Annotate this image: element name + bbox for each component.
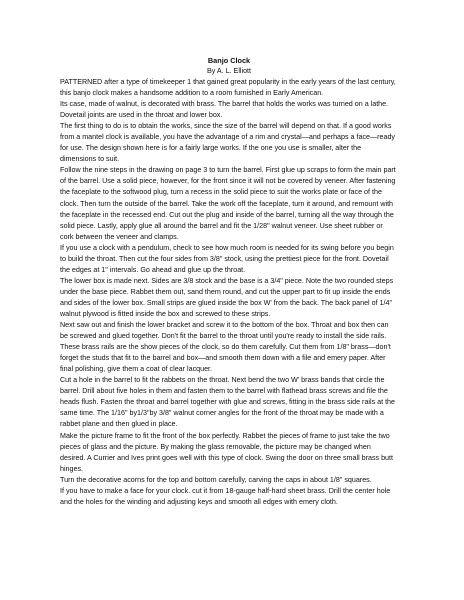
paragraph: Make the picture frame to fit the front of the box perfectly. Rabbet the pieces of frame to just take the two pieces of glass and the picture. By making the glass removable, the picture may be changed when desired. A Currier and Ives print goes well with this type of clock. Swing the door on three small brass butt hinges. — [60, 431, 393, 473]
paragraph: The lower box is made next. Sides are 3/8 stock and the base is a 3/4" piece. Note the two rounded steps under the base piece. Rabbet them out, sand them round, and cut the upper part to fit up inside the ends and sides of the lower box. Small strips are glued inside the box W' from the back. The back panel of 1/4" walnut plywood is fitted inside the box and screwed to these strips. — [60, 276, 394, 318]
document-title: Banjo Clock — [207, 56, 251, 65]
paragraph: PATTERNED after a type of timekeeper 1 that gained great popularity in the early years of the last century, this banjo clock makes a handsome addition to a room furnished in Early American. — [60, 78, 396, 98]
paragraph: Turn the decorative acorns for the top and bottom carefully, carving the caps in about 1/8" squares. — [60, 475, 372, 484]
paragraph: Its case, made of walnut, is decorated with brass. The barrel that holds the works was turned on a lathe. Dovetail joints are used in the throat and lower box. — [60, 100, 389, 120]
paragraph: Next saw out and finish the lower bracket and screw it to the bottom of the box. Throat and box then can be screwed and glued together. Don't fit the barrel to the throat until you're ready to install the side rails. These brass rails are the show pieces of the clock, so do them carefully. Cut them from 1/8" brass—don't forget the studs that fit to the barrel and box—and smooth them down with a file and emery paper. After final polishing, give them a coat of clear lacquer. — [60, 321, 391, 374]
paragraph: If you use a clock with a pendulum, check to see how much room is needed for its swing before you begin to build the throat. Then cut the four sides from 3/8" stock, using the prettiest piece for the front. Dovetail the edges at 1" intervals. Go ahead and glue up the throat. — [60, 243, 394, 274]
paragraph: The first thing to do is to obtain the works, since the size of the barrel will depend on that. If a good works from a mantel clock is available, you have the advantage of a rim and crystal—and perhaps a face—ready for use. The design shown here is for a fairly large works. If the one you use is smaller, alter the dimensions to suit. — [60, 122, 395, 164]
paragraph: If you have to make a face for your clock. cut it from 18-gauge half-hard sheet brass. Drill the center hole and the holes for the winding and adjusting keys and smooth all edges with emery cloth. — [60, 486, 391, 506]
paragraph: Cut a hole in the barrel to fit the rabbets on the throat. Next bend the two W' brass bands that circle the barrel. Drill about five holes in them and fasten them to the barrel with flathead brass screws and file the heads flush. Fasten the throat and barrel together with glue and screws, fitting in the brass side rails at the same time. The 1/16" by1/3"by 3/8" walnut corner angles for the front of the throat may be made with a rabbet plane and then glued in place. — [60, 376, 396, 429]
document-author: By A. L. Elliott — [206, 67, 252, 75]
paragraph: Follow the nine steps in the drawing on page 3 to turn the barrel. First glue up scraps to form the main part of the barrel. Use a solid piece, however, for the front since it will not be covered by veneer. After fastening the faceplate to the softwood plug, turn a recess in the solid piece to suit the works plate or face of the clock. Then turn the outside of the barrel. Take the work off the faceplate, turn it around, and remount with the faceplate in the recessed end. Cut out the plug and inside of the barrel, turning all the way through the solid piece. Lastly, apply glue all around the barrel and fit the 1/28" walnut veneer. Use sheet rubber or cork between the veneer and clamps. — [60, 166, 396, 241]
